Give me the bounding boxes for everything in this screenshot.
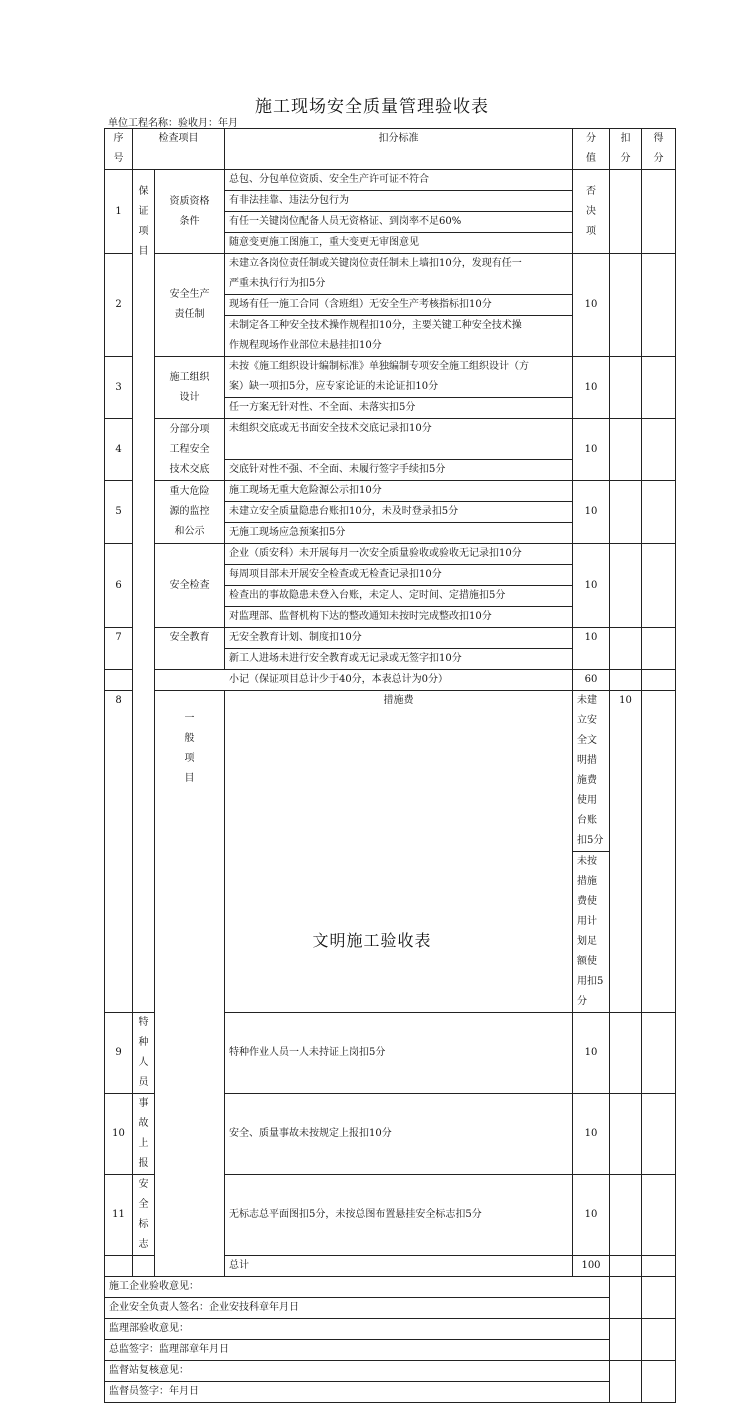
header-score: 分 xyxy=(586,133,596,144)
table-header-row: 序 号 检查项目 扣分标准 分 值 扣 分 得 分 xyxy=(105,129,676,170)
total-row: 总计 100 xyxy=(105,1256,676,1277)
subtotal-row: 小记（保证项目总计少于40分，本表总计为0分） 60 xyxy=(105,670,676,691)
page-title: 施工现场安全质量管理验收表 xyxy=(255,97,489,117)
table-row: 8 一 般 项 目 措施费 未建立安全文明措施费使用台账扣5分 10 xyxy=(105,691,676,852)
header-deduct: 扣分标准 xyxy=(225,129,573,170)
category-guarantee: 保 证 项 目 xyxy=(133,170,155,1013)
table-row: 6 安全检查 企业（质安科）未开展每月一次安全质量验收或验收无记录扣10分 10 xyxy=(105,544,676,565)
footer-row-company: 施工企业验收意见： xyxy=(105,1277,676,1298)
table-row: 5 重大危险 源的监控 和公示 施工现场无重大危险源公示扣10分 10 xyxy=(105,481,676,502)
table-row: 1 保 证 项 目 资质资格 条件 总包、分包单位资质、安全生产许可证不符合 否 决 项 xyxy=(105,170,676,191)
table-row: 9 特种人员 特种作业人员一人未持证上岗扣5分 10 xyxy=(105,1013,676,1094)
table-row: 3 施工组织 设计 未按《施工组织设计编制标准》单独编制专项安全施工组织设计（方 案）缺一项扣5分，应专家论证的未论证扣10分 10 xyxy=(105,357,676,398)
footer-row-supervisor: 监理部验收意见： xyxy=(105,1319,676,1340)
table-row: 4 分部分项 工程安全 技术交底 未组织交底或无书面安全技术交底记录扣10分 10 xyxy=(105,419,676,460)
table-row: 11 安全标志 无标志总平面图扣5分，未按总图布置悬挂安全标志扣5分 10 xyxy=(105,1175,676,1256)
header-get: 得 xyxy=(653,133,664,144)
acceptance-table: 序 号 检查项目 扣分标准 分 值 扣 分 得 分 1 保 证 项 目 资质资格 条件 总包、分包单位资质、安全生产许可证不符合 否 决 项 有非法挂靠、违法分包行为 有任一关键岗位配备人员无资格证、到岗率不足60% 随意变更施工图施工，重大变更无审图意见 2 安全生产 责任制 未建立各岗位责任制或关键岗位责任制未上墙扣10分，发现有任一 严重未执行行为扣5分 10 现场有任一施工合同（含班组）无安全生产考核指标扣10分 未制定各工种安全技术操作规程扣10分，主要关键工种安全技术操 作规程现场作业部位未悬挂扣10分 3 施工组织 设计 未按《施工组织设计编制标准》单独编制专项安全施工组织设计（方 案）缺一项扣5分，应专家论证的未论证扣10分 10 任一方案无针对性、不全面、未落实扣5分 4 分部分项 工程安全 技术交底 未组织交底或无书面安全技术交底记录扣10分 10 交底针对性不强、不全面、未履行签字手续扣5分 5 重大危险 源的监控 和公示 施工现场无重大危险源公示扣10分 10 未建立安全质量隐患台账扣10分，未及时登录扣5分 无施工现场应急预案扣5分 6 安全检查 企业（质安科）未开展每月一次安全质量验收或验收无记录扣10分 10 每周项目部未开展安全检查或无检查记录扣10分 检查出的事故隐患未登入台账，未定人、定时间、定措施扣5分 对监理部、监督机构下达的整改通知未按时完成整改扣10分 7 安全教育 无安全教育计划、制度扣10分 10 新工人进场未进行安全教育或无记录或无签字扣10分 小记（保证项目总计少于40分，本表总计为0分） 60 8 一 般 项 目 措施费 未建立安全文明措施费使用台账扣5分 10 未按措施费使用计划足额使用扣5分 9 特种人员 特种作业人员一人未持证上岗扣5分 10 10 事故上报 安全、质量事故未按规定上报扣10分 10 11 安全标志 无标志总平面图扣5分，未按总图布置悬挂安全标志扣5分 10 总计 100 施工企业验收意见： 企业安全负责人签名：企业安技科章年月日 监理部验收意见： 总监签字：监理部章年月日 监督站复核意见： 监督员签字：年月日 xyxy=(104,128,676,1403)
table-row: 7 安全教育 无安全教育计划、制度扣10分 10 xyxy=(105,628,676,649)
footer-row-station: 监督站复核意见： xyxy=(105,1361,676,1382)
project-meta: 单位工程名称：验收月：年月 xyxy=(108,118,238,129)
next-section-title: 文明施工验收表 xyxy=(312,931,432,950)
table-row: 10 事故上报 安全、质量事故未按规定上报扣10分 10 xyxy=(105,1094,676,1175)
header-minus: 扣 xyxy=(620,133,631,144)
header-seq: 序 xyxy=(113,133,124,144)
header-check: 检查项目 xyxy=(133,129,225,170)
category-general: 一 般 项 目 xyxy=(155,691,225,1277)
table-row: 2 安全生产 责任制 未建立各岗位责任制或关键岗位责任制未上墙扣10分，发现有任一 严重未执行行为扣5分 10 xyxy=(105,254,676,295)
